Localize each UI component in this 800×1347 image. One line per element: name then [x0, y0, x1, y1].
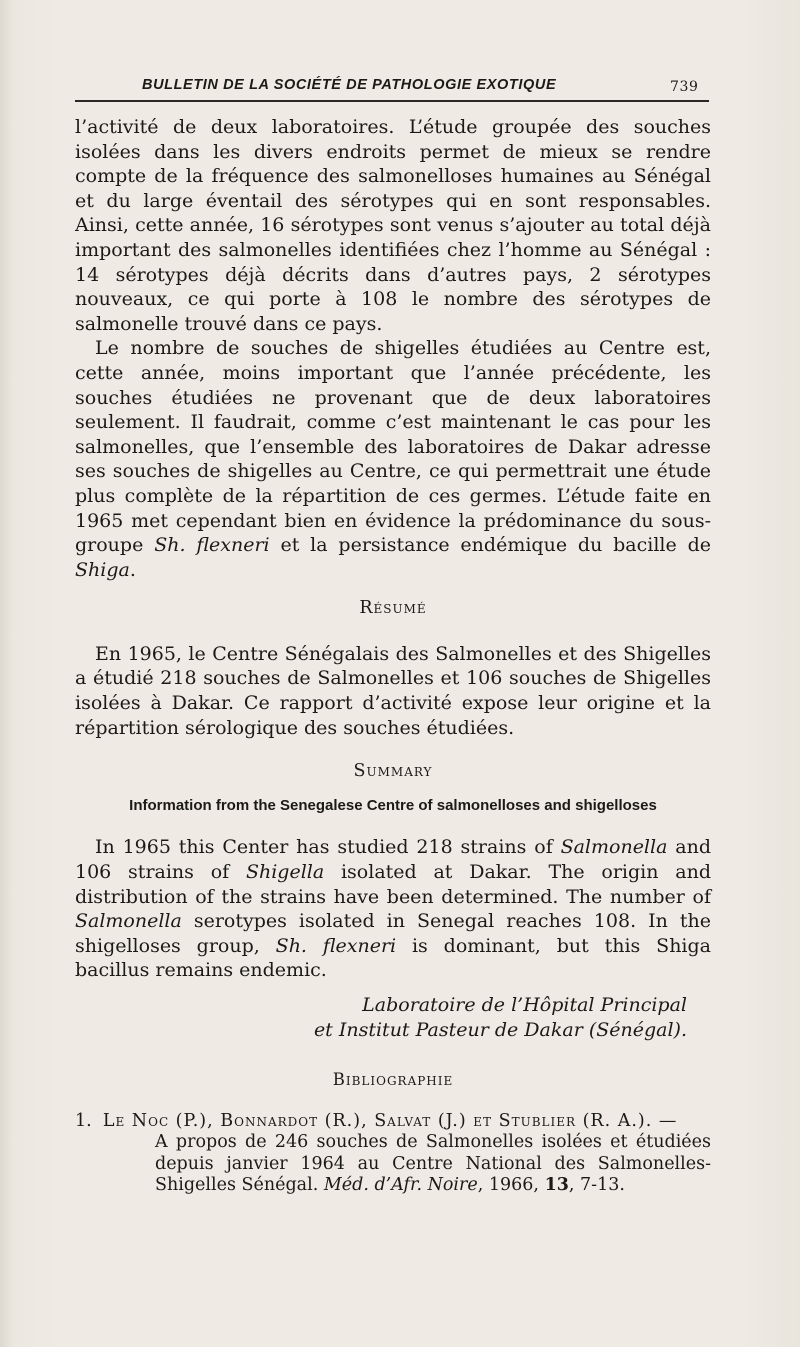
entry-citation: A propos de 246 souches de Salmonelles isolées et étudiées depuis janvier 1964 au Centre National des Salmonelles-Shigelles Sénégal. Méd. d’Afr. Noire, 1966, 13, 7-13.: [155, 1132, 711, 1196]
article-body: [75, 115, 711, 1197]
journal-title: BULLETIN DE LA SOCIÉTÉ DE PATHOLOGIE EXOTIQUE: [142, 77, 557, 93]
entry-authors: Le Noc (P.), Bonnardot (R.), Salvat (J.) et Stublier (R. A.). —: [102, 1110, 678, 1131]
resume-heading: Résumé: [359, 598, 427, 619]
journal-name: Méd. d’Afr. Noire: [323, 1175, 478, 1196]
bibliography-heading: Bibliographie: [332, 1070, 454, 1090]
running-header: [142, 73, 702, 99]
header-rule: [75, 100, 709, 102]
summary-heading: Summary: [353, 761, 433, 782]
affiliation-line-1: Laboratoire de l’Hôpital Principal: [362, 994, 687, 1016]
species-name: Shiga: [75, 558, 130, 581]
species-name: Sh. flexneri: [154, 534, 270, 557]
summary-subheading: Information from the Senegalese Centre of salmonelloses and shigelloses: [129, 796, 657, 814]
affiliation-line-2: et Institut Pasteur de Dakar (Sénégal).: [313, 1018, 687, 1041]
bibliography-entry-lead: [75, 1111, 677, 1133]
page-number: 739: [670, 79, 699, 95]
body-paragraph-2: Le nombre de souches de shigelles étudiées au Centre est, cette année, moins important que l’année précédente, les souches étudiées ne provenant que de deux laboratoires seulement. Il faudrait, comme c’est maintenant le cas pour les salmonelles, que l’ensemble des laboratoires de Dakar adresse ses souches de shigelles au Centre, ce qui permettrait une étude plus complète de la répartition de ces germes. L’étude faite en 1965 met cependant bien en évidence la prédominance du sous-groupe Sh. flexneri et la persistance endémique du bacille de Shiga.: [75, 337, 712, 581]
volume-number: 13: [544, 1175, 569, 1196]
entry-number: 1.: [75, 1110, 92, 1131]
resume-text: En 1965, le Centre Sénégalais des Salmonelles et des Shigelles a étudié 218 souches de Salmonelles et 106 souches de Shigelles isolées à Dakar. Ce rapport d’activité expose leur origine et la répartition sérologique des souches étudiées.: [75, 642, 711, 739]
affiliation: [75, 993, 711, 1042]
bibliography-entry: [75, 1111, 711, 1197]
summary-text: In 1965 this Center has studied 218 strains of Salmonella and 106 strains of Shigella isolated at Dakar. The origin and distribution of the strains have been determined. The number of Salmonella serotypes isolated in Senegal reaches 108. In the shigelloses group, Sh. flexneri is dominant, but this Shiga bacillus remains endemic.: [75, 836, 711, 982]
body-paragraph-1: l’activité de deux laboratoires. L’étude groupée des souches isolées dans les divers endroits permet de mieux se rendre compte de la fréquence des salmonelloses humaines au Sénégal et du large éventail des sérotypes qui en sont responsables. Ainsi, cette année, 16 sérotypes sont venus s’ajouter au total déjà important des salmonelles identifiées chez l’homme au Sénégal : 14 sérotypes déjà décrits dans d’autres pays, 2 sérotypes nouveaux, ce qui porte à 108 le nombre des sérotypes de salmonelle trouvé dans ce pays.: [75, 116, 711, 335]
